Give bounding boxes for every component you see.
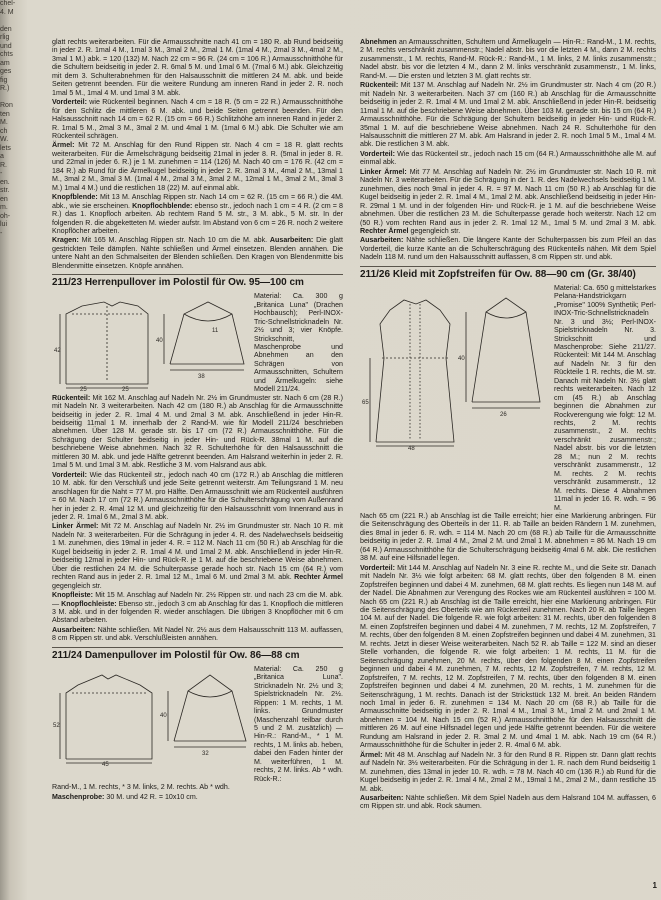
ausarbeiten-211-23: Ausarbeiten: Nähte schließen. Mit Nadel Nr. 2½ aus dem Halsausschnitt 113 M. auffassen, 8 cm Rippen str. und abk. Verschlußleisten annähen. xyxy=(52,625,343,643)
ausarbeiten-211-26: Ausarbeiten: Nähte schließen. Mit dem Spiel Nadeln aus dem Halsrand 104 M. auffassen, 6 cm Rippen str. und abk. Rock säumen. xyxy=(360,793,656,811)
margin-fragment: den xyxy=(0,25,12,33)
linker-aermel-211-25: Linker Ärmel: Mit 77 M. Anschlag auf Nadeln Nr. 2½ im Grundmuster str. Nach 10 R. mit Nadeln Nr. 3 weiterarbeiten. Für die Schrägung in der 1. R. des Nadelwechsels beidseitig 1 M. zunehmen, dies noch 9mal in jeder 4. R. = 97 M. Nach 11 cm (50 R.) ab Anschlag für die Kugel beidseitig in jeder 2. R. 1mal 4 M., 1mal 2 M. abk. Anschließend beidseitig in jeder Hin-R. 29mal 1 M. und in der folgenden Hin- und Rück-R. je 1 M. auf die beschriebene Weise abnehmen. Über die restlichen 23 M. die Schulterpasse gerade hoch weiterstr. Nach 12 cm (50 R.) vom rechten Rand aus in jeder 2. R. 1mal 12 M., 1mal 5 M. und 2mal 3 M. abk. Rechter Ärmel gegengleich str. xyxy=(360,167,656,235)
svg-text:65: 65 xyxy=(362,399,369,406)
left-margin-fragments xyxy=(0,0,28,900)
vorderteil-211-26: Vorderteil: Mit 144 M. Anschlag auf Nadeln Nr. 3 eine R. rechte M., und die Seite str. Danach mit Nadeln Nr. 3½ wie folgt arbeiten: 68 M. glatt rechts, über den folgenden 8 M. einen Zopfstreifen beginnen und dabei 4 M. zunehmen, 68 M. glatt rechts. Es liegen nun 148 M. auf der Nadel. Die Abnahmen zur Verengung des Rockes wie am Rückenteil ausführen = 100 M. Nach 65 cm (221 R.) ab Anschlag ist die Taille erreicht, hier eine Markierung anbringen. Für die Seitenschrägung des Oberteils wie am Rückenteil zunehmen. Nach 20 R. ab Taille liegen 104 M. auf der Nadel. Die folgende R. wie folgt arbeiten: 31 M. rechts, über den folgenden 8 M. einen Zopfstreifen beginnen und dabei 4 M. zunehmen, 7 M. rechts, 12 M. Zopfstreifen, 7 M. rechts, über den folgenden 8 M. einen Zopfstreifen beginnen und dabei 4 M. zunehmen, 31 M. rechts. Jetzt in dieser Weise weiterarbeiten. Nach 52 R. ab Taille = 122 M. sind an dieser Stelle vorhanden, die folgende R. wie folgt arbeiten: 1 M. rechts, 11 M. für die Seitenschrägung zunehmen, 20 M. rechts, über den folgenden 8 M. einen Zopfstreifen beginnen und dabei 4 M. zunehmen, 7 M. rechts, 12 M. Zopfstreifen, 7 M. rechts, 12 M. Zopfstreifen, 7 M. rechts, 12 M. Zopfstreifen, 7 M. rechts, über den folgenden 8 M. einen Zopfstreifen beginnen und dabei 4 M. zunehmen, 20 M. rechts, 1 M. zunehmen für die Seitenschrägung, 1 M. rechts. Danach ist der Strickstück 132 M. breit. An beiden Rändern noch 1mal in jeder 6. R. zunehmen = 134 M. Nach 20 cm (68 R.) ab Taille für die Armausschnitte beidseitig in jeder 2. R. 1mal 4 M., 1mal 3 M., 1mal 2 M. und 2mal 1 M. abnehmen = 104 M. Nach 15 cm (52 R.) Armausschnitthöhe für den Halsausschnitt die mittleren 26 M. auf eine Hilfsnadel legen und jede Hälfte getrennt beenden. Für die weitere Rundung am Halsrand in jeder 2. R. 3mal 2 M. und 4mal 1 M. abk. Nach 19 cm (64 R.) Armausschnitthöhe für die Schulter in jeder 2. R. 4mal 6 M. abk. xyxy=(360,563,656,750)
rueckenteil-211-23: Rückenteil: Mit 162 M. Anschlag auf Nadeln Nr. 2½ im Grundmuster str. Nach 6 cm (28 R.) mit Nadeln Nr. 3 weiterarbeiten. Nach 42 cm (180 R.) ab Anschlag für die Armausschnitte beidseitig in jeder 2. R. 1mal 4 M. und 2mal 3 M. abk. Anschließend in jeder Hin-R. beidseitig 11mal 1 M. innerhalb der 2 Rand-M. wie für Modell 211/24 beschrieben abnehmen. Über 128 M. gerade str. bis 17 cm (72 R.) Armausschnitthöhe. Für die Schrägung der Schulter beidseitig in jeder Hin- und Rück-R. 38mal 1 M. auf die beschriebene Weise abnehmen. Nach 32 R. Schulterhöhe für den Halsausschnitt die mittleren 30 M. abk. und jede Hälfte getrennt beenden. Am Halsrand weiterhin in jeder 2. R. 1mal 5 M. und 1mal 3 M. abk. Restliche 3 M. vom Halsrand aus abk. xyxy=(52,393,343,470)
svg-text:42: 42 xyxy=(54,348,61,355)
knopfleiste-211-23: Knopfleiste: Mit 15 M. Anschlag auf Nadeln Nr. 2½ Rippen str. und nach 23 cm die M. abk. — Knopflochleiste: Ebenso str., jedoch 3 cm ab Anschlag für das 1. Knopfloch die mittleren 3 M. abk. und in der folgenden R. wieder anschlagen. Die übrigen 3 Knopflöcher mit 6 cm Abstand arbeiten. xyxy=(52,591,343,625)
aermel-paragraph: Ärmel: Mit 72 M. Anschlag für den Rund Rippen str. Nach 4 cm = 18 R. glatt rechts weiterarbeiten. Für die Ärmelschrägung beidseitig 21mal in jeder 8. R. (5mal in jeder 8. R. und 22mal in jeder 6. R.) je 1 M. zunehmen = 114 (126) M. Nach 40 cm = 176 R. (42 cm = 184 R.) ab Rund für die Ärmelkugel beidseitig in jeder 2. R. 3mal 3 M., 4mal 2 M., 13mal 1 M., 3mal 2 M., 3mal 3 M. (1mal 4 M., 2mal 3 M., 3mal 2 M., 12mal 1 M., 3mal 2 M., 3mal 3 M.) 1mal 4 M.) und die restlichen 18 (22) M. auf einmal abk. xyxy=(52,141,343,192)
margin-fragment: Ron xyxy=(0,102,13,109)
margin-fragment: fig xyxy=(0,76,8,84)
margin-fragment xyxy=(0,306,28,315)
margin-fragment: ten xyxy=(0,110,10,118)
pattern-diagram-211-26 xyxy=(360,284,550,450)
margin-fragment: lets xyxy=(0,144,11,152)
margin-fragment: W. xyxy=(0,136,9,143)
left-column xyxy=(52,38,343,896)
vorderteil-211-25: Vorderteil: Wie das Rückenteil str., jedoch nach 15 cm (64 R.) Armausschnitthöhe alle M. auf einmal abk. xyxy=(360,149,656,167)
svg-text:48: 48 xyxy=(408,445,415,450)
rueckenteil-211-25: Rückenteil: Mit 137 M. Anschlag auf Nadeln Nr. 2½ im Grundmuster str. Nach 4 cm (20 R.) mit Nadeln Nr. 3 weiterarbeiten. Nach 37 cm (160 R.) ab Anschlag für die Armausschnitte beidseitig in jeder 2. R. 1mal 4 M. und 1mal 2 M. abk. Anschließend in jeder Hin-R. beidseitig 11mal 1 M. auf die beschriebene Weise abnehmen. Über 103 M. gerade str. bis 15 cm (64 R.) Armausschnitthöhe. Für die Schrägung der Schultern beidseitig in jeder Hin- und Rück-R. 35mal 1 M. auf die beschriebene Weise abnehmen. Nach 24 R. Schulterhöhe für den Halsausschnitt die mittleren 27 M. abk. Am Halsrand in jeder 2. R. noch 1mal 5 M., 1mal 4 M. abk. Die restlichen 3 M. abk. xyxy=(360,81,656,149)
svg-text:32: 32 xyxy=(202,750,209,757)
margin-fragment: chel- xyxy=(0,0,16,7)
margin-fragment: en xyxy=(0,195,8,203)
material-211-23: Material: Ca. 300 g „Britanica Luna" (Drachen Hochbausch); Perl-INOX-Tric-Schnellstricknadeln Nr. 2½ und 3; vier Knöpfe. Strickschnitt, Maschenprobe und Abnehmen an den Schrägen von Armausschnitten, Schultern und Ärmelkugeln: siehe Modell 211/24. xyxy=(254,292,343,394)
svg-text:40: 40 xyxy=(458,355,465,362)
margin-fragment xyxy=(0,272,28,281)
page-number: 1 xyxy=(652,881,657,890)
pattern-diagram-211-23 xyxy=(52,292,250,392)
intro-paragraph: glatt rechts weiterarbeiten. Für die Armausschnitte nach 41 cm = 180 R. ab Rund beidseitig in jeder 2. R. 1mal 4 M., 1mal 3 M., 3mal 2 M., 2mal 1 M. (1mal 4 M., 2mal 3 M., 4mal 2 M., 3mal 1 M.) abk. = 120 (132) M. Nach 22 cm = 96 R. (24 cm = 106 R.) Armausschnitthöhe für die Schultern beidseitig in jeder 2. R. 6mal 5 M. und 1mal 6 M. (7mal 6 M.) abk. Gleichzeitig mit dem 3. Schulterabnehmen für den Halsausschnitt die mittleren 24 M. abk. und beide Seiten getrennt beenden. Für die weitere Rundung am inneren Rand in jeder 2. R. noch 1mal 5 M., 1mal 4 M. und 1mal 3 M. abk. xyxy=(52,38,343,97)
margin-fragment: - xyxy=(0,229,3,237)
svg-text:38: 38 xyxy=(198,374,205,381)
section-211-23 xyxy=(52,292,343,393)
svg-text:26: 26 xyxy=(500,411,507,418)
margin-fragment: R. xyxy=(0,161,7,169)
margin-fragment: str. xyxy=(0,187,10,194)
margin-fragment xyxy=(0,298,28,307)
heading-211-26: 211/26 Kleid mit Zopfstreifen für Ow. 88—90 cm (Gr. 38/40) xyxy=(360,266,656,281)
margin-fragment xyxy=(0,94,28,103)
margin-fragment: und xyxy=(0,42,12,50)
margin-fragment xyxy=(0,17,28,26)
margin-fragment: M. xyxy=(0,119,8,126)
margin-fragment xyxy=(0,281,28,290)
main-paragraph-211-26: Nach 65 cm (221 R.) ab Anschlag ist die Taille erreicht; hier eine Markierung anbringen. Für die Seitenschrägung des Oberteils in der 11. R. ab Taille an beiden Rändern 1 M. zunehmen, dies 8mal in jeder 6. R. wdh. = 114 M. Nach 20 cm (68 R.) ab Taille für die Armausschnitte beidseitig in jeder 2. R. 1mal 4 M., 2mal 2 M. und 2mal 1 M. abnehmen = 86 M. Nach 19 cm (64 R.) Armausschnitthöhe für die Schulterschrägung beidseitig 4mal 6 M. abk. Die restlichen 38 M. auf eine Hilfsnadel legen. xyxy=(360,512,656,563)
margin-fragment xyxy=(0,264,28,273)
margin-fragment: chts xyxy=(0,51,13,58)
svg-text:11: 11 xyxy=(212,328,219,335)
material-211-24: Material: Ca. 250 g „Britanica Luna". Stricknadeln Nr. 2½ und 3; Spielstricknadeln Nr. 2½. Rippen: 1 M. rechts, 1 M. links. Grundmuster (Maschenzahl teilbar durch 5 und 2 M. zusätzlich) — Hin-R.: Rand-M., * 1 M. rechts, 1 M. links ab. heben, dabei den Faden hinter der M. weiterführen, 1 M. rechts, 2 M. links. Ab * wdh. Rück-R.: xyxy=(254,664,343,783)
ausarbeiten-211-25: Ausarbeiten: Nähte schließen. Die längere Kante der Schulterpassen bis zum Pfeil an das Vorderteil, die kurze Kante an die Schulterschrägung des Rückenteils nähen. Mit dem Spiel Nadeln 118 M. rund um den Halsausschnitt auffassen, 8 cm Rippen str. und abk. xyxy=(360,236,656,262)
svg-text:52: 52 xyxy=(53,722,60,729)
margin-fragment: ges xyxy=(0,68,12,75)
knopfblende-paragraph: Knopfblende: Mit 13 M. Anschlag Rippen str. Nach 14 cm = 62 R. (15 cm = 66 R.) die 4M. abk., wie sie erscheinen. Knopflochblende: ebenso str., jedoch nach 1 cm = 4 R. (2 cm = 8 R.) das 1. Knopfloch arbeiten. Ab rechtem Rand 5 M. str., 3 M. abk., 5 M. str. In der folgenden R. die abgeketteten M. wieder aufstr. Im Abstand von 6 cm = 26 R. noch 2 weitere Knopflöcher arbeiten. xyxy=(52,193,343,235)
margin-fragment: m. xyxy=(0,204,8,211)
margin-fragment xyxy=(0,247,28,256)
section-211-26 xyxy=(360,284,656,512)
abnehmen-paragraph: Abnehmen an Armausschnitten, Schultern und Ärmelkugeln — Hin-R.: Rand-M., 1 M. rechts, 2 M. rechts verschränkt zusammenstr.; Nadel abstr. bis vor die letzten 4 M., dann 2 M. rechts zusammenstr., 1 M. rechts, Rand-M. Rück-R.: Rand-M., 1 M. links, 2 M. links zusammenstr.; Nadel abstr. bis vor die letzten 4 M., dann 2 M. links verschränkt zusammenstr., 1 M. links, Rand-M. — Die ersten und letzten 3 M. glatt rechts str. xyxy=(360,38,656,80)
margin-fragment: a xyxy=(0,153,4,160)
margin-fragment: R.) xyxy=(0,85,10,92)
svg-text:25: 25 xyxy=(122,387,129,393)
heading-211-24: 211/24 Damenpullover im Polostil für Ow. 86—88 cm xyxy=(52,647,343,662)
margin-fragment xyxy=(0,255,28,264)
margin-fragment: en. xyxy=(0,178,10,186)
margin-fragment: lui xyxy=(0,221,8,228)
margin-fragment: 4. M xyxy=(0,8,14,16)
maschenprobe-211-24: Maschenprobe: 30 M. und 42 R. = 10x10 cm. xyxy=(52,792,198,801)
margin-fragment: - xyxy=(0,170,3,177)
margin-fragment xyxy=(0,289,28,298)
svg-text:25: 25 xyxy=(80,387,87,393)
section-211-24 xyxy=(52,665,343,783)
margin-fragment: ch xyxy=(0,127,8,135)
bottom-line-1: Rand-M., 1 M. rechts, * 3 M. links, 2 M. rechts. Ab * wdh. xyxy=(52,783,230,792)
material-211-26: Material: Ca. 650 g mittelstarkes Pelana-Handstrickgarn „Promise" 100% Synthetik; Perl-INOX-Tric-Schnellstricknadeln Nr. 3 und 3½; Perl-INOX-Spielstricknadeln Nr. 3. Strickschnitt und Maschenprobe: Siehe 211/27. Rückenteil: Mit 144 M. Anschlag auf Nadeln Nr. 3 für den Rückteile 1 R. rechts, die M. str. Danach mit Nadeln Nr. 3½ glatt rechts weiterarbeiten. Nach 12 cm (45 R.) ab Anschlag beginnen die Abnahmen zur Rockverengung wie folgt: 12 M. rechts, 2 M. rechts zusammenstr., 2 M. rechts verschränkt zusammenstr.; Nadel abstr. bis vor die letzten 28 M.; nun 2 M. rechts verschränkt zusammenstr., 12 M. rechts. 2 M. rechts verschränkt zusammenstr., 12 M. rechts. Diese 4 Abnahmen 11mal in jeder 16. R. wdh. = 96 M. xyxy=(554,283,656,512)
aermel-211-26: Ärmel: Mit 48 M. Anschlag auf Nadeln Nr. 3 für den Rund 8 R. Rippen str. Dann glatt rechts auf Nadeln Nr. 3½ weiterarbeiten. Für die Schrägung in der 1. R. nach dem Rund beidseitig 1 M. zunehmen, dies 13mal in jeder 10. R. wdh. = 78 M. Nach 40 cm (136 R.) ab Rund für die Kugel beidseitig in jeder 2. R. 1mal 4 M., 2mal 2 M., 19mal 1 M., 2mal 2 M., dann restliche 15 M. abk. xyxy=(360,750,656,793)
heading-211-23: 211/23 Herrenpullover im Polostil für Ow. 95—100 cm xyxy=(52,274,343,289)
svg-text:45: 45 xyxy=(102,761,109,767)
margin-fragment: oh- xyxy=(0,212,11,220)
margin-fragment: rlig xyxy=(0,34,10,41)
vorderteil-paragraph: Vorderteil: wie Rückenteil beginnen. Nach 4 cm = 18 R. (5 cm = 22 R.) Armausschnitthöhe für den Schlitz die mittleren 6 M. abk. und beide Seiten getrennt beenden. Für den Halsausschnitt nach 14 cm = 62 R. (15 cm = 66 R.) Schlitzhöhe am inneren Rand in jeder 2. R. 1mal 5 M., 2mal 3 M., 3mal 2 M. und 4mal 1 M. (1mal 6 M.) abk. Die Schulter wie am Rückenteil schrägen. xyxy=(52,98,343,140)
linker-aermel-211-23: Linker Ärmel: Mit 72 M. Anschlag auf Nadeln Nr. 2½ im Grundmuster str. Nach 10 R. mit Nadeln Nr. 3 weiterarbeiten. Für die Schrägung in jeder 4. R. des Nadelwechsels beidseitig 1 M. zunehmen, dies 19mal in jeder 4. R. = 112 M. Nach 11 cm (50 R.) ab Anschlag für die Kugel beidseitig in jeder 2. R. 1mal 4 M. und 1mal 2 M. abk. Anschließend in jeder Hin-R. beidseitig 12mal in jeder Hin- und Rück-R. je 1 M. auf die beschriebene Weise abnehmen. Über die restlichen 24 M. die Schulterpasse gerade hoch str. Nach 15 cm (64 R.) vom rechten Rand aus in jeder 2. R. 1mal 12 M., 1mal 6 M. und 2mal 3 M. abk. Rechter Ärmel gegengleich str. xyxy=(52,522,343,590)
pattern-diagram-211-24 xyxy=(52,665,250,767)
vorderteil-211-23: Vorderteil: Wie das Rückenteil str., jedoch nach 40 cm (172 R.) ab Anschlag die mittleren 10 M. abk. für den Verschluß und jede Seite getrennt weiterstr. Am Teilungsrand 1 M. neu anschlagen für die Naht = 77 M. pro Hälfte. Den Armausschnitt wie am Rückenteil ausführen = 60 M. Nach 17 cm (72 R.) Armausschnitthöhe für die Schulterschrägung vom Außenrand her in jeder 2. R. 4mal 12 M. und gleichzeitig für den Halsausschnitt vom Innenrand aus in jeder 2. R. 1mal 6 M., 2mal 3 M. abk. xyxy=(52,470,343,522)
margin-fragment xyxy=(0,238,28,247)
right-column xyxy=(360,38,656,896)
svg-text:40: 40 xyxy=(160,712,167,719)
margin-fragment: am xyxy=(0,59,10,67)
kragen-paragraph: Kragen: Mit 165 M. Anschlag Rippen str. Nach 10 cm die M. abk. Ausarbeiten: Die glatt gestrickten Teile dämpfen. Nähte schließen und Ärmel einsetzen. Blenden annähen. Die untere Naht an den Schmalseiten der Blenden schließen. Den Kragen von Blendenmitte bis Blendenmitte einsetzen. Knöpfe annähen. xyxy=(52,236,343,270)
svg-text:40: 40 xyxy=(156,338,163,345)
